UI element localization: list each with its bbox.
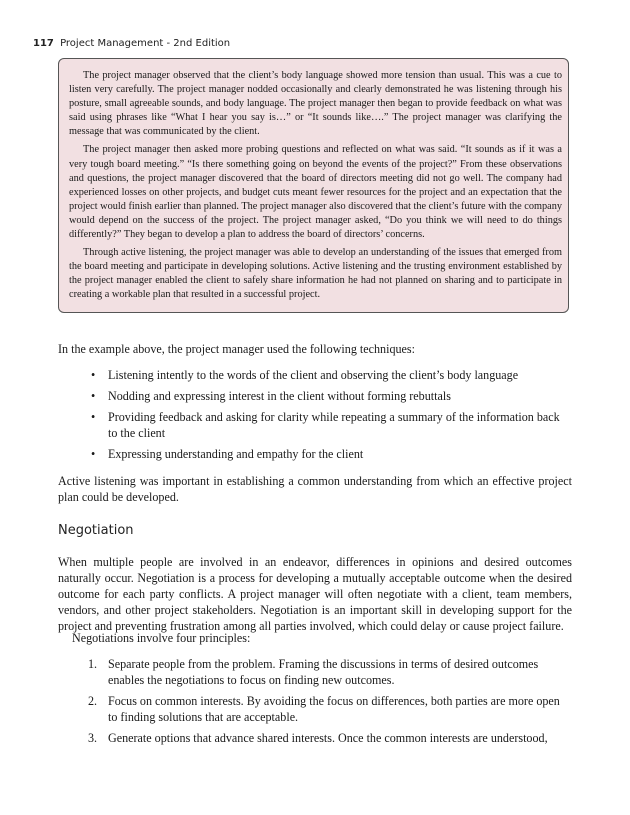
list-item-text: Focus on common interests. By avoiding the focus on differences, both parties are more open to finding solutions that are acceptable. xyxy=(108,694,560,724)
conclusion-text: Active listening was important in establishing a common understanding from which an effective project plan could be developed. xyxy=(58,474,572,504)
bullet: • xyxy=(91,368,96,382)
list-item xyxy=(58,446,572,462)
bullet: • xyxy=(91,389,96,403)
list-number: 2. xyxy=(88,694,98,708)
list-number: 1. xyxy=(88,657,98,671)
list-item-text: Separate people from the problem. Framing the discussions in terms of desired outcomes enables the negotiations to focus on finding new outcomes. xyxy=(108,657,539,687)
callout-paragraph: The project manager then asked more probing questions and reflected on what was said. “It sounds as if it was a very tough board meeting.” “Is there something going on beyond the events of the project?” From these observations and questions, the project manager discovered that the board of directors meeting did not go well. The company had experienced losses on other projects, and budget cuts meant fewer resources for the project and an expectation that the project would finish earlier than planned. The project manager also discovered that the client’s future with the company would depend on the success of the project. The project manager asked, “Do you think we will need to do things differently?” They began to develop a plan to address the board of directors’ concerns. xyxy=(69,144,562,241)
callout-paragraph: The project manager observed that the client’s body language showed more tension than usual. This was a cue to listen very carefully. The project manager nodded occasionally and clearly demonstrated he was listening through his posture, small agreeable sounds, and body language. The project manager then began to provide feedback on what was said using phrases like “What I hear you say is…” or “It sounds like….” The project manager was clarifying the message that was communicated by the client. xyxy=(69,70,562,138)
list-item xyxy=(58,693,572,725)
section-heading: Negotiation xyxy=(58,523,134,538)
principles-intro-text: Negotiations involve four principles: xyxy=(72,631,251,645)
bullet: • xyxy=(91,410,96,424)
list-item-text: Nodding and expressing interest in the client without forming rebuttals xyxy=(108,389,451,403)
example-callout-box xyxy=(58,58,569,313)
principles-intro xyxy=(58,630,572,646)
list-item xyxy=(58,388,572,404)
list-number: 3. xyxy=(88,731,98,745)
negotiation-paragraph xyxy=(58,554,572,634)
list-item xyxy=(58,656,572,688)
book-title: Project Management - 2nd Edition xyxy=(60,38,231,49)
conclusion-paragraph xyxy=(58,473,572,505)
page-number: 117 xyxy=(33,38,54,49)
list-item-text: Generate options that advance shared interests. Once the common interests are understood, xyxy=(108,731,548,745)
list-item-text: Listening intently to the words of the client and observing the client’s body language xyxy=(108,368,519,382)
principles-list xyxy=(58,656,572,751)
bullet: • xyxy=(91,447,96,461)
list-item xyxy=(58,730,572,746)
intro-text: In the example above, the project manager used the following techniques: xyxy=(58,342,415,356)
negotiation-text: When multiple people are involved in an endeavor, differences in opinions and desired outcomes naturally occur. Negotiation is a process for developing a mutually acceptable outcome when the desired outcome for each party conflicts. A project manager will often negotiate with a client, team members, vendors, and other project stakeholders. Negotiation is an important skill in developing support for the project and preventing frustration among all parties involved, which could delay or cause project failure. xyxy=(58,555,572,633)
list-item xyxy=(58,409,572,441)
list-item-text: Providing feedback and asking for clarity while repeating a summary of the information back to the client xyxy=(108,410,560,440)
callout-paragraph: Through active listening, the project manager was able to develop an understanding of the issues that emerged from the board meeting and participate in developing solutions. Active listening and the trusting environment established by the project manager enabled the client to safely share information he had not planned on sharing and to participate in creating a workable plan that resulted in a successful project. xyxy=(69,247,562,301)
intro-paragraph xyxy=(58,341,572,357)
list-item xyxy=(58,367,572,383)
running-header xyxy=(33,38,230,49)
techniques-list xyxy=(58,367,572,467)
list-item-text: Expressing understanding and empathy for the client xyxy=(108,447,364,461)
